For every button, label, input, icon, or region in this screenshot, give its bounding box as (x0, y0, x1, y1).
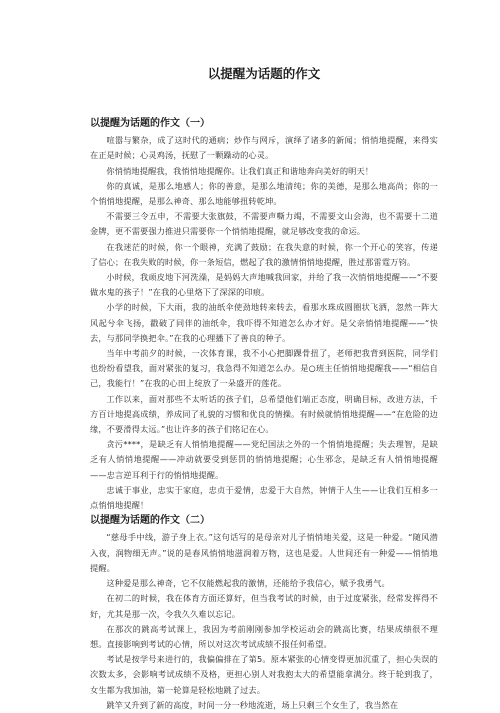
paragraph: 在那次的跳高考试课上，我因为考前刚刚参加学校运动会的跳高比赛，结果成绩很不理想。直接影响到考试的心情，所以对这次考试成绩不报任何希望。 (90, 623, 438, 649)
paragraph: 在初二的时候，我在体育方面还算好，但当我考试的时候，由于过度紧张，经常发挥得不好，尤其是那一次，令我久久难以忘记。 (90, 593, 438, 619)
paragraph: 贪污****，是缺乏有人悄悄地提醒——党纪国法之外的一个悄悄地提醒；失去理智，是缺乏有人悄悄地提醒——冲动就要受到惩罚的悄悄地提醒；心生邪念，是缺乏有人悄悄地提醒——忠言逆耳利于行的悄悄地提醒。 (90, 439, 438, 480)
paragraph: 忠诚于事业，忠实于家庭，忠贞于爱情，忠爱于大自然，钟情于人生——让我们互相多一点悄悄地提醒！ (90, 484, 438, 511)
essay-section-2 (90, 513, 438, 713)
paragraph: 喧嚣与繁杂，成了这时代的通病；炒作与网斥，演绎了诸多的新闻；悄悄地提醒，来得实在正是时候；心灵鸡汤，抚慰了一颗躁动的心灵。 (90, 135, 438, 161)
document-title: 以提醒为话题的作文 (207, 66, 321, 81)
essay-section-1 (90, 116, 438, 513)
paragraph: “慈母手中线，游子身上衣。”这句话写的是母亲对儿子悄悄地关爱，这是一种爱。“随风潜入夜，润物细无声。”说的是春风悄悄地滋润着万物，这也是爱。人世间还有一种爱——悄悄地提醒。 (90, 532, 438, 573)
paragraph: 考试是按学号来进行的，我偏偏排在了第5。原本紧张的心情变得更加沉重了，担心失误的次数太多，会影响考试成绩不及格，更担心别人对我抱太大的希望能拿满分。终于轮到我了，女生都为我加油，第一轮算是轻松地跳了过去。 (90, 654, 438, 695)
section-heading: 以提醒为话题的作文（一） (90, 118, 210, 129)
paragraph: 小学的时候，下大雨，我的油纸伞使劲地转来转去，看那水珠成圆圈状飞洒，忽然一阵大风起兮伞飞扬，戳破了同伴的油纸伞，我吓得不知道怎么办才好。是父亲悄悄地提醒——“快去，与那同学换把伞。”在我的心理播下了善良的种子。 (90, 302, 438, 343)
paragraph: 你悄悄地提醒我，我悄悄地提醒你。让我们真正和谐地奔向美好的明天！ (106, 165, 374, 176)
paragraph: 在我迷茫的时候，你一个眼神，充满了鼓励；在我失意的时候，你一个开心的笑容，传递了信心；在我失败的时候，你一条短信，燃起了我的激情悄悄地提醒，胜过那雷霆万钧。 (90, 241, 438, 267)
paragraph: 这种爱是那么神奇，它不仅能燃起我的激情，还能给予我信心，赋予我勇气。 (106, 578, 390, 589)
section-heading: 以提醒为话题的作文（二） (90, 515, 210, 527)
paragraph: 不需要三令五申，不需要大张旗鼓，不需要声嘶力竭，不需要文山会海，也不需要十二道金牌，更不需要强力推进只需要你一个悄悄地提醒，就足够改变我的命运。 (90, 211, 438, 237)
paragraph: 小时候，我顽皮地下河洗澡，是妈妈大声地喊我回家，并给了我一次悄悄地提醒——“不要做水鬼的孩子！”在我的心里烙下了深深的印痕。 (90, 272, 438, 298)
paragraph: 你的真诚，是那么地感人；你的善意，是那么地清纯；你的美德，是那么地高尚；你的一个悄悄地提醒，是那么神奇、那么地能够扭转乾坤。 (90, 180, 438, 207)
paragraph: 跳竿又升到了新的高度，时间一分一秒地流逝，场上只剩三个女生了，我当然在 (106, 699, 399, 710)
paragraph: 当年中考前夕的时候，一次体育课，我不小心把脚踝骨扭了，老师把我背到医院，同学们也纷纷看望我，面对紧张的复习，我急得不知道怎么办。是○班主任悄悄地提醒我——“相信自己，我能行！”在我的心田上绽放了一朵盛开的莲花。 (90, 348, 438, 389)
paragraph: 工作以来，面对那些不太听话的孩子们，总希望他们端正态度，明确目标，改进方法，千方百计地提高成绩，养成同了礼貌的习惯和优良的情操。有时候就悄悄地提醒——“在危险的边缘，不要滑得太远。”也让许多的孩子们铭记在心。 (90, 393, 438, 435)
